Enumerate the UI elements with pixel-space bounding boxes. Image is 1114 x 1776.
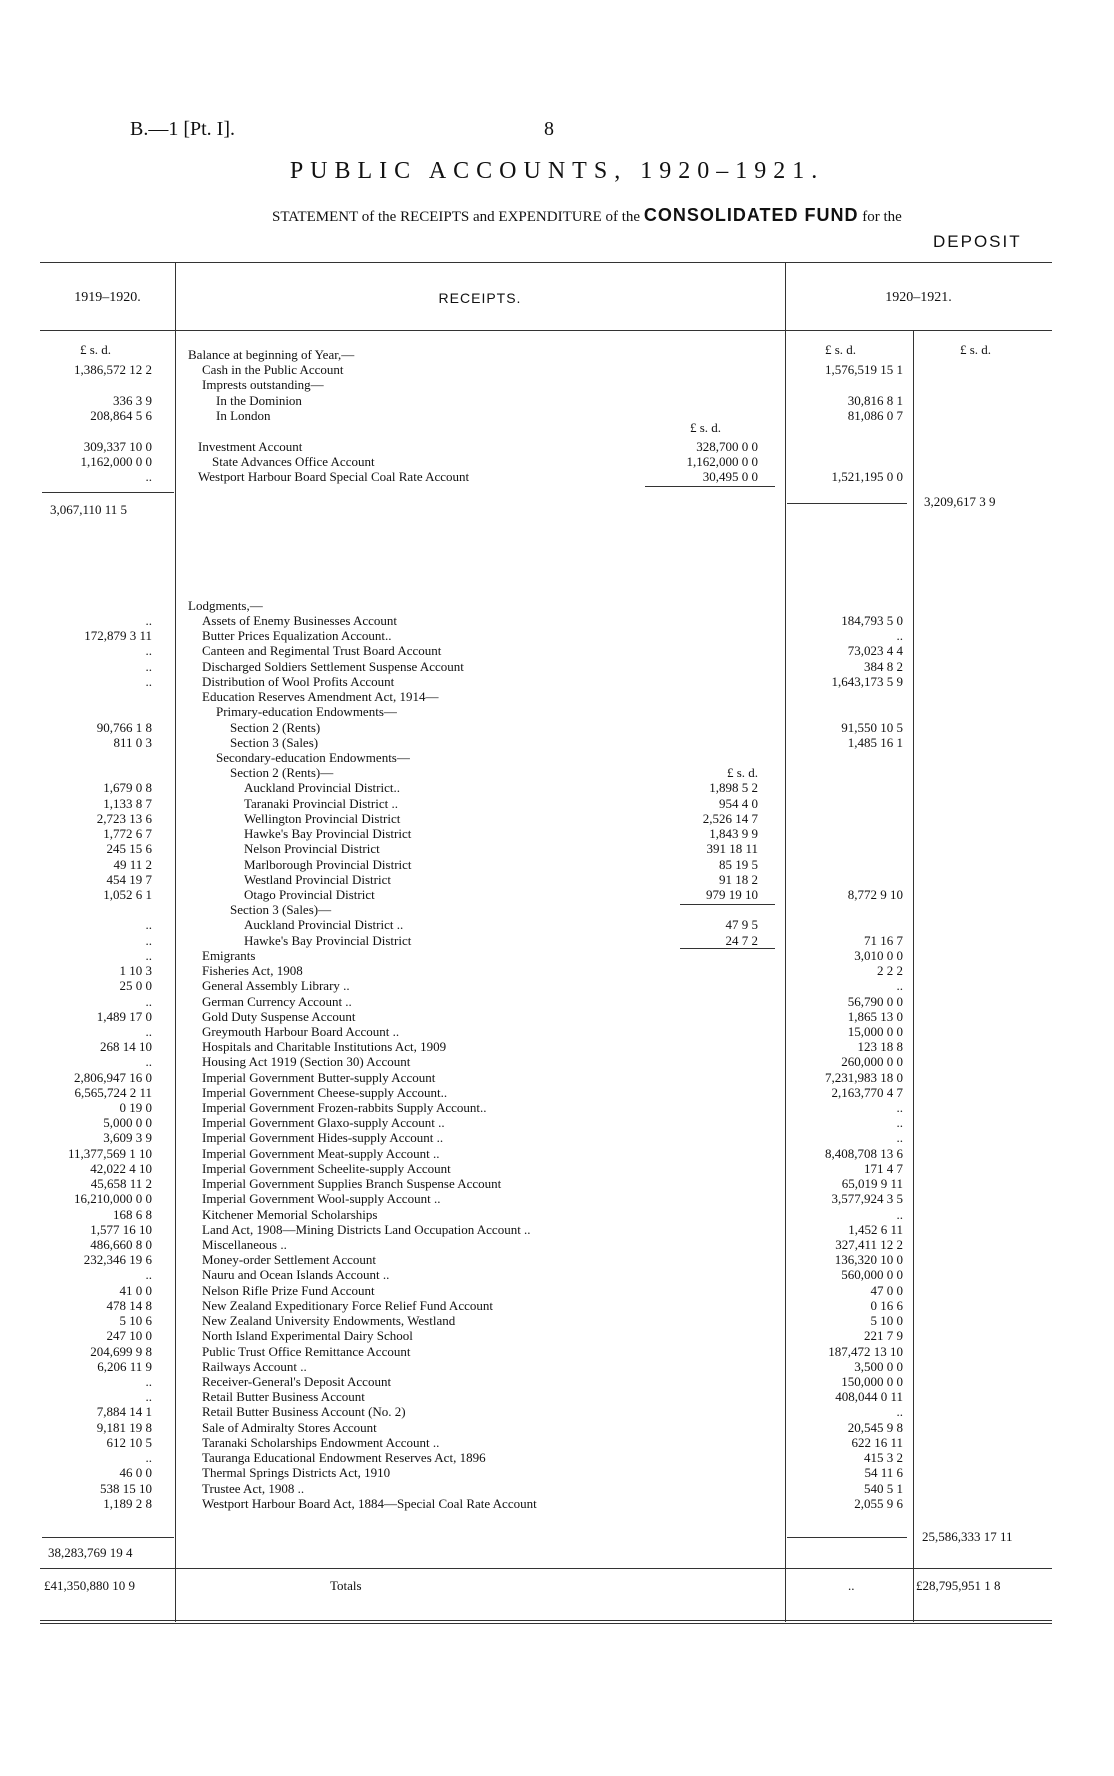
subtitle-part-c: for the (862, 209, 902, 225)
receipt-description: Imprests outstanding— (202, 377, 324, 392)
ledger-row (0, 674, 1114, 689)
receipt-description: Hospitals and Charitable Institutions Act, 1909 (202, 1039, 447, 1054)
ledger-row (0, 439, 1114, 454)
current-year-amount: .. (896, 628, 903, 643)
receipt-description: Imperial Government Hides-supply Account .. (202, 1130, 444, 1145)
receipt-description: Miscellaneous .. (202, 1237, 287, 1252)
prev-year-amount: 454 19 7 (106, 872, 152, 887)
current-year-amount: 8,408,708 13 6 (825, 1146, 903, 1161)
receipt-description: Kitchener Memorial Scholarships (202, 1207, 378, 1222)
current-year-amount: 1,643,173 5 9 (831, 674, 903, 689)
prev-year-amount: 1 10 3 (119, 963, 152, 978)
receipt-description: Emigrants (202, 948, 256, 963)
receipt-description: Section 2 (Rents) (230, 720, 321, 735)
sub-amount: 391 18 11 (706, 841, 758, 856)
ledger-row (0, 1237, 1114, 1252)
current-year-amount: 8,772 9 10 (847, 887, 903, 902)
receipt-description: Westport Harbour Board Act, 1884—Special Coal Rate Account (202, 1496, 537, 1511)
current-year-amount: 1,576,519 15 1 (825, 362, 903, 377)
receipt-description: Gold Duty Suspense Account (202, 1009, 356, 1024)
ledger-row (0, 1435, 1114, 1450)
units-prev: £ s. d. (80, 342, 112, 357)
prev-year-amount: 25 0 0 (119, 978, 152, 993)
receipt-description: New Zealand University Endowments, Westland (202, 1313, 456, 1328)
receipt-description: Westland Provincial District (244, 872, 391, 887)
current-year-amount: 184,793 5 0 (841, 613, 903, 628)
prev-year-amount: 1,189 2 8 (103, 1496, 152, 1511)
prev-year-amount: 2,806,947 16 0 (74, 1070, 152, 1085)
ledger-row (0, 1222, 1114, 1237)
current-year-amount: .. (896, 978, 903, 993)
current-year-amount: 2,055 9 6 (854, 1496, 903, 1511)
ledger-row (0, 1298, 1114, 1313)
ledger-row (0, 1009, 1114, 1024)
prev-year-amount: .. (145, 948, 152, 963)
sub-amount: 30,495 0 0 (702, 469, 758, 484)
ledger-row (0, 1024, 1114, 1039)
balance-prev-rule (42, 492, 174, 493)
prev-year-amount: 204,699 9 8 (90, 1344, 152, 1359)
prev-year-amount: 247 10 0 (106, 1328, 152, 1343)
prev-year-amount: .. (145, 994, 152, 1009)
receipt-description: Primary-education Endowments— (216, 704, 397, 719)
prev-year-amount: .. (145, 1024, 152, 1039)
receipt-description: Distribution of Wool Profits Account (202, 674, 395, 689)
ledger-row (0, 1176, 1114, 1191)
ledger-row (0, 750, 1114, 765)
ledger-row (0, 917, 1114, 932)
totals-prev: £41,350,880 10 9 (44, 1578, 135, 1593)
current-year-amount: 415 3 2 (864, 1450, 903, 1465)
current-year-amount: 1,521,195 0 0 (831, 469, 903, 484)
prev-year-amount: 1,386,572 12 2 (74, 362, 152, 377)
current-year-amount: 2 2 2 (877, 963, 903, 978)
prev-year-amount: 811 0 3 (113, 735, 152, 750)
receipt-description: Discharged Soldiers Settlement Suspense Account (202, 659, 464, 674)
lodgments-prev-rule (42, 1537, 174, 1538)
current-year-amount: .. (896, 1115, 903, 1130)
prev-year-amount: 1,679 0 8 (103, 780, 152, 795)
section3-sub-rule (680, 948, 775, 949)
ledger-row (0, 735, 1114, 750)
ledger-row (0, 963, 1114, 978)
ledger-row (0, 1100, 1114, 1115)
ledger-row (0, 454, 1114, 469)
lodgments-right-total: 25,586,333 17 11 (922, 1529, 1013, 1544)
prev-year-amount: 6,206 11 9 (97, 1359, 152, 1374)
ledger-row (0, 1481, 1114, 1496)
receipt-description: Imperial Government Scheelite-supply Account (202, 1161, 451, 1176)
prev-year-amount: 7,884 14 1 (96, 1404, 152, 1419)
current-year-amount: 5 10 0 (870, 1313, 903, 1328)
receipt-description: Tauranga Educational Endowment Reserves Act, 1896 (202, 1450, 486, 1465)
prev-year-amount: 245 15 6 (106, 841, 152, 856)
header-bottom-rule (40, 330, 1052, 331)
lodgments-heading: Lodgments,— (188, 598, 263, 613)
ledger-row (0, 857, 1114, 872)
receipt-description: Section 2 (Rents)— (230, 765, 334, 780)
ledger-row (0, 1054, 1114, 1069)
sub-amount: 24 7 2 (725, 933, 758, 948)
ledger-row (0, 1161, 1114, 1176)
ledger-row (0, 1130, 1114, 1145)
prev-year-amount: 309,337 10 0 (83, 439, 152, 454)
subtitle-fund-name: CONSOLIDATED FUND (643, 205, 859, 225)
totals-top-rule (40, 1568, 1052, 1569)
prev-year-amount: .. (145, 1374, 152, 1389)
prev-year-amount: 336 3 9 (113, 393, 152, 408)
sub-amount: 979 19 10 (706, 887, 758, 902)
receipt-description: Nauru and Ocean Islands Account .. (202, 1267, 390, 1282)
receipt-description: Land Act, 1908—Mining Districts Land Occupation Account .. (202, 1222, 531, 1237)
current-year-amount: 7,231,983 18 0 (825, 1070, 903, 1085)
receipt-description: Sale of Admiralty Stores Account (202, 1420, 377, 1435)
receipt-description: Section 3 (Sales) (230, 735, 319, 750)
receipt-description: Nelson Provincial District (244, 841, 380, 856)
receipt-description: Trustee Act, 1908 .. (202, 1481, 305, 1496)
prev-year-amount: 268 14 10 (100, 1039, 152, 1054)
ledger-row (0, 408, 1114, 423)
prev-year-amount: 172,879 3 11 (84, 628, 152, 643)
current-year-amount: 622 16 11 (851, 1435, 903, 1450)
ledger-row (0, 811, 1114, 826)
receipt-description: Fisheries Act, 1908 (202, 963, 303, 978)
prev-year-amount: .. (145, 613, 152, 628)
sub-amount: 1,898 5 2 (709, 780, 758, 795)
prev-year-amount: 5 10 6 (119, 1313, 152, 1328)
prev-year-amount: .. (145, 917, 152, 932)
section2-sub-rule (680, 904, 775, 905)
balance-curr-rule (787, 503, 907, 504)
document-title: PUBLIC ACCOUNTS, 1920–1921. (289, 158, 825, 184)
receipt-description: Imperial Government Frozen-rabbits Supply Account.. (202, 1100, 487, 1115)
receipt-description: Housing Act 1919 (Section 30) Account (202, 1054, 411, 1069)
receipt-description: Imperial Government Meat-supply Account .. (202, 1146, 440, 1161)
prev-year-amount: 612 10 5 (106, 1435, 152, 1450)
ledger-row (0, 1450, 1114, 1465)
ledger-row (0, 872, 1114, 887)
ledger-row (0, 393, 1114, 408)
ledger-row (0, 1207, 1114, 1222)
current-year-amount: 408,044 0 11 (835, 1389, 903, 1404)
receipt-description: North Island Experimental Dairy School (202, 1328, 413, 1343)
table-bottom-rule-2 (40, 1623, 1052, 1624)
balance-prev-total: 3,067,110 11 5 (50, 502, 128, 517)
ledger-row (0, 1146, 1114, 1161)
balance-sub-rule (645, 486, 775, 487)
prev-year-amount: 0 19 0 (119, 1100, 152, 1115)
receipt-description: Cash in the Public Account (202, 362, 344, 377)
current-year-amount: 2,163,770 4 7 (831, 1085, 903, 1100)
page-reference: B.—1 [Pt. I]. (130, 118, 235, 140)
receipt-description: Butter Prices Equalization Account.. (202, 628, 392, 643)
ledger-row (0, 469, 1114, 484)
sub-amount: 2,526 14 7 (702, 811, 758, 826)
receipt-description: State Advances Office Account (212, 454, 375, 469)
ledger-row (0, 704, 1114, 719)
ledger-row (0, 1252, 1114, 1267)
units-curr: £ s. d. (825, 342, 857, 357)
ledger-row (0, 720, 1114, 735)
deposit-label: DEPOSIT (933, 232, 1022, 251)
prev-year-amount: 1,577 16 10 (90, 1222, 152, 1237)
prev-year-amount: 6,565,724 2 11 (74, 1085, 152, 1100)
receipt-description: Balance at beginning of Year,— (188, 347, 355, 362)
col-header-receipts: RECEIPTS. (438, 290, 522, 306)
current-year-amount: 3,010 0 0 (854, 948, 903, 963)
ledger-row (0, 1191, 1114, 1206)
ledger-row (0, 1496, 1114, 1511)
prev-year-amount: 1,489 17 0 (96, 1009, 152, 1024)
current-year-amount: 187,472 13 10 (828, 1344, 903, 1359)
prev-year-amount: .. (145, 674, 152, 689)
ledger-row (0, 841, 1114, 856)
receipt-description: Auckland Provincial District.. (244, 780, 400, 795)
ledger-row (0, 765, 1114, 780)
table-bottom-rule (40, 1620, 1052, 1621)
balance-right-total: 3,209,617 3 9 (924, 494, 996, 509)
sub-amount: 91 18 2 (719, 872, 758, 887)
page-number: 8 (544, 118, 554, 140)
prev-year-amount: 2,723 13 6 (96, 811, 152, 826)
receipt-description: Taranaki Scholarships Endowment Account .. (202, 1435, 440, 1450)
sub-amount: 954 4 0 (719, 796, 758, 811)
current-year-amount: 221 7 9 (864, 1328, 903, 1343)
current-year-amount: 91,550 10 5 (841, 720, 903, 735)
receipt-description: Assets of Enemy Businesses Account (202, 613, 397, 628)
prev-year-amount: 1,772 6 7 (103, 826, 152, 841)
ledger-row (0, 1328, 1114, 1343)
receipt-description: Wellington Provincial District (244, 811, 401, 826)
ledger-row (0, 689, 1114, 704)
ledger-row (0, 1267, 1114, 1282)
ledger-row (0, 780, 1114, 795)
ledger-row (0, 1039, 1114, 1054)
prev-year-amount: .. (145, 1054, 152, 1069)
current-year-amount: .. (896, 1130, 903, 1145)
totals-right: £28,795,951 1 8 (916, 1578, 1001, 1593)
current-year-amount: 136,320 10 0 (834, 1252, 903, 1267)
receipt-description: Greymouth Harbour Board Account .. (202, 1024, 400, 1039)
prev-year-amount: 46 0 0 (119, 1465, 152, 1480)
totals-curr: .. (848, 1578, 855, 1593)
receipt-description: Imperial Government Butter-supply Account (202, 1070, 436, 1085)
receipt-description: Nelson Rifle Prize Fund Account (202, 1283, 375, 1298)
ledger-row (0, 933, 1114, 948)
current-year-amount: 3,577,924 3 5 (831, 1191, 903, 1206)
ledger-row (0, 1374, 1114, 1389)
receipt-description: Hawke's Bay Provincial District (244, 933, 412, 948)
current-year-amount: 260,000 0 0 (841, 1054, 903, 1069)
prev-year-amount: .. (145, 1450, 152, 1465)
ledger-row (0, 1283, 1114, 1298)
prev-year-amount: 478 14 8 (106, 1298, 152, 1313)
current-year-amount: 65,019 9 11 (841, 1176, 903, 1191)
prev-year-amount: .. (145, 1267, 152, 1282)
current-year-amount: 384 8 2 (864, 659, 903, 674)
current-year-amount: 15,000 0 0 (847, 1024, 903, 1039)
receipt-description: Imperial Government Cheese-supply Account.. (202, 1085, 448, 1100)
receipt-description: Imperial Government Glaxo-supply Account .. (202, 1115, 445, 1130)
ledger-row (0, 362, 1114, 377)
ledger-row (0, 377, 1114, 392)
receipt-description: Canteen and Regimental Trust Board Account (202, 643, 442, 658)
prev-year-amount: 168 6 8 (113, 1207, 152, 1222)
prev-year-amount: .. (145, 643, 152, 658)
prev-year-amount: .. (145, 469, 152, 484)
receipt-description: Otago Provincial District (244, 887, 375, 902)
current-year-amount: 47 0 0 (870, 1283, 903, 1298)
current-year-amount: .. (896, 1100, 903, 1115)
receipt-description: New Zealand Expeditionary Force Relief Fund Account (202, 1298, 493, 1313)
sub-amount: £ s. d. (726, 765, 758, 780)
prev-year-amount: 45,658 11 2 (90, 1176, 152, 1191)
ledger-row (0, 1313, 1114, 1328)
current-year-amount: 150,000 0 0 (841, 1374, 903, 1389)
current-year-amount: 540 5 1 (864, 1481, 903, 1496)
receipt-description: Money-order Settlement Account (202, 1252, 377, 1267)
sub-amount: 47 9 5 (725, 917, 758, 932)
receipt-description: In London (216, 408, 271, 423)
prev-year-amount: 90,766 1 8 (96, 720, 152, 735)
prev-year-amount: 232,346 19 6 (83, 1252, 152, 1267)
totals-label: Totals (330, 1578, 362, 1593)
prev-year-amount: 42,022 4 10 (90, 1161, 152, 1176)
sub-amount: 85 19 5 (719, 857, 758, 872)
current-year-amount: 81,086 0 7 (847, 408, 903, 423)
ledger-row (0, 902, 1114, 917)
current-year-amount: 3,500 0 0 (854, 1359, 903, 1374)
prev-year-amount: 9,181 19 8 (96, 1420, 152, 1435)
receipt-description: Investment Account (198, 439, 303, 454)
ledger-row (0, 613, 1114, 628)
ledger-row (0, 659, 1114, 674)
receipt-description: Thermal Springs Districts Act, 1910 (202, 1465, 391, 1480)
ledger-row (0, 643, 1114, 658)
current-year-amount: 0 16 6 (870, 1298, 903, 1313)
current-year-amount: 1,452 6 11 (848, 1222, 903, 1237)
current-year-amount: 73,023 4 4 (847, 643, 903, 658)
col-header-1919-1920: 1919–1920. (74, 290, 141, 305)
sub-amount: 1,843 9 9 (709, 826, 758, 841)
receipt-description: German Currency Account .. (202, 994, 352, 1009)
prev-year-amount: 1,162,000 0 0 (80, 454, 152, 469)
receipt-description: Westport Harbour Board Special Coal Rate Account (198, 469, 470, 484)
receipt-description: Receiver-General's Deposit Account (202, 1374, 392, 1389)
ledger-row (0, 1070, 1114, 1085)
table-top-rule (40, 262, 1052, 263)
ledger-row (0, 994, 1114, 1009)
prev-year-amount: 16,210,000 0 0 (74, 1191, 152, 1206)
ledger-row (0, 887, 1114, 902)
receipt-description: Railways Account .. (202, 1359, 307, 1374)
ledger-row (0, 978, 1114, 993)
receipt-description: Education Reserves Amendment Act, 1914— (202, 689, 439, 704)
current-year-amount: 20,545 9 8 (847, 1420, 903, 1435)
prev-year-amount: 5,000 0 0 (103, 1115, 152, 1130)
prev-year-amount: 1,052 6 1 (103, 887, 152, 902)
ledger-row (0, 1465, 1114, 1480)
units-sub: £ s. d. (690, 420, 722, 435)
lodgments-prev-total: 38,283,769 19 4 (48, 1545, 133, 1560)
receipt-description: Taranaki Provincial District .. (244, 796, 398, 811)
current-year-amount: .. (896, 1207, 903, 1222)
receipt-description: Imperial Government Wool-supply Account .. (202, 1191, 441, 1206)
receipt-description: Hawke's Bay Provincial District (244, 826, 412, 841)
sub-amount: 1,162,000 0 0 (686, 454, 758, 469)
statement-subtitle (272, 205, 902, 226)
prev-year-amount: 41 0 0 (119, 1283, 152, 1298)
ledger-row (0, 1115, 1114, 1130)
receipt-description: Imperial Government Supplies Branch Suspense Account (202, 1176, 502, 1191)
current-year-amount: .. (896, 1404, 903, 1419)
sub-amount: 328,700 0 0 (696, 439, 758, 454)
receipt-description: Retail Butter Business Account (No. 2) (202, 1404, 406, 1419)
ledger-row (0, 1404, 1114, 1419)
ledger-row (0, 796, 1114, 811)
current-year-amount: 327,411 12 2 (835, 1237, 903, 1252)
receipt-description: Section 3 (Sales)— (230, 902, 332, 917)
col-header-1920-1921: 1920–1921. (885, 290, 952, 305)
prev-year-amount: 1,133 8 7 (103, 796, 152, 811)
ledger-row (0, 1085, 1114, 1100)
ledger-row (0, 1344, 1114, 1359)
units-right: £ s. d. (960, 342, 992, 357)
current-year-amount: 30,816 8 1 (847, 393, 903, 408)
ledger-row (0, 347, 1114, 362)
prev-year-amount: 3,609 3 9 (103, 1130, 152, 1145)
prev-year-amount: 49 11 2 (113, 857, 152, 872)
receipt-description: Secondary-education Endowments— (216, 750, 410, 765)
current-year-amount: 123 18 8 (857, 1039, 903, 1054)
ledger-row (0, 1389, 1114, 1404)
subtitle-part-a: STATEMENT of the RECEIPTS and EXPENDITURE of the (272, 209, 641, 225)
ledger-row (0, 1359, 1114, 1374)
prev-year-amount: 208,864 5 6 (90, 408, 152, 423)
prev-year-amount: .. (145, 659, 152, 674)
receipt-description: Public Trust Office Remittance Account (202, 1344, 411, 1359)
prev-year-amount: .. (145, 933, 152, 948)
prev-year-amount: 486,660 8 0 (90, 1237, 152, 1252)
lodgments-curr-rule (787, 1537, 907, 1538)
prev-year-amount: .. (145, 1389, 152, 1404)
current-year-amount: 54 11 6 (864, 1465, 903, 1480)
current-year-amount: 1,485 16 1 (847, 735, 903, 750)
current-year-amount: 1,865 13 0 (847, 1009, 903, 1024)
current-year-amount: 56,790 0 0 (847, 994, 903, 1009)
receipt-description: Auckland Provincial District .. (244, 917, 404, 932)
ledger-row (0, 1420, 1114, 1435)
receipt-description: Retail Butter Business Account (202, 1389, 365, 1404)
receipt-description: General Assembly Library .. (202, 978, 350, 993)
receipt-description: In the Dominion (216, 393, 302, 408)
receipt-description: Marlborough Provincial District (244, 857, 412, 872)
current-year-amount: 171 4 7 (864, 1161, 903, 1176)
current-year-amount: 71 16 7 (864, 933, 903, 948)
current-year-amount: 560,000 0 0 (841, 1267, 903, 1282)
ledger-row (0, 628, 1114, 643)
prev-year-amount: 538 15 10 (100, 1481, 152, 1496)
ledger-row (0, 826, 1114, 841)
ledger-row (0, 948, 1114, 963)
prev-year-amount: 11,377,569 1 10 (67, 1146, 152, 1161)
